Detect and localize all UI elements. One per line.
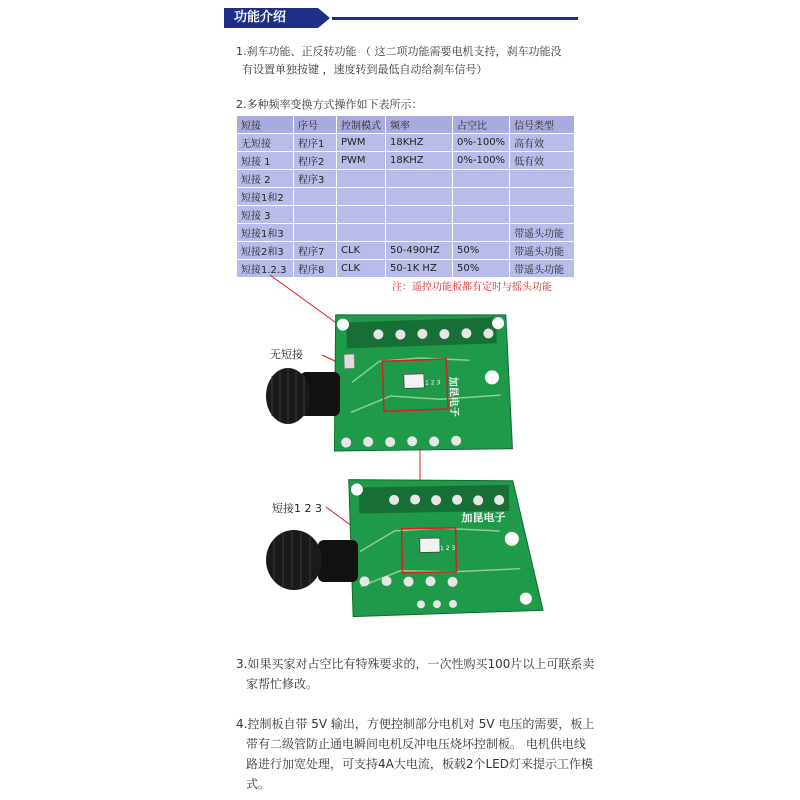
bottom-board xyxy=(349,476,543,616)
table-header: 信号类型 xyxy=(510,116,575,134)
top-knob xyxy=(266,368,340,424)
table-cell: 带遥头功能 xyxy=(510,242,575,260)
table-cell: 50% xyxy=(453,242,510,260)
table-cell: 短接1.2.3 xyxy=(237,260,294,278)
table-header: 频率 xyxy=(386,116,453,134)
table-header: 短接 xyxy=(237,116,294,134)
table-cell: 短接 2 xyxy=(237,170,294,188)
table-cell: 18KHZ xyxy=(386,134,453,152)
table-cell: 短接 1 xyxy=(237,152,294,170)
bottom-brand-text: 加昆电子 xyxy=(461,510,506,525)
top-board-label: 无短接 xyxy=(270,348,303,361)
remote-note: 注：遥控功能板都有定时与摇头功能 xyxy=(392,282,552,293)
paragraph-3-line-1: 3.如果买家对占空比有特殊要求的，一次性购买100片以上可联系卖 xyxy=(236,657,595,671)
table-cell: PWM xyxy=(337,152,386,170)
item-1-line-1: 1.刹车功能、正反转功能 （ 这二项功能需要电机支持，刹车功能没 xyxy=(236,45,562,58)
table-cell: 无短接 xyxy=(237,134,294,152)
top-pin-label: 1 2 3 xyxy=(424,379,441,387)
paragraph-4-line-3: 路进行加宽处理，可支持4A大电流，板载2个LED灯来提示工作模 xyxy=(246,757,593,771)
table-header: 序号 xyxy=(294,116,337,134)
table-cell: 短接2和3 xyxy=(237,242,294,260)
paragraph-4-line-4: 式。 xyxy=(246,777,271,791)
table-cell: CLK xyxy=(337,242,386,260)
table-cell: 带遥头功能 xyxy=(510,260,575,278)
table-cell: 低有效 xyxy=(510,152,575,170)
table-cell: 短接1和2 xyxy=(237,188,294,206)
table-callout-line xyxy=(270,275,346,330)
paragraph-4-line-1: 4.控制板自带 5V 输出，方便控制部分电机对 5V 电压的需要，板上 xyxy=(236,717,595,731)
table-header: 控制模式 xyxy=(337,116,386,134)
table-cell: 程序1 xyxy=(294,134,337,152)
table-cell: CLK xyxy=(337,260,386,278)
bottom-knob xyxy=(266,530,358,590)
section-title: 功能介绍 xyxy=(224,8,318,28)
table-cell: 程序2 xyxy=(294,152,337,170)
item-1-line-2: 有设置单独按键 ，速度转到最低自动给刹车信号） xyxy=(242,63,488,76)
table-cell: 带遥头功能 xyxy=(510,224,575,242)
table-cell: 50-490HZ xyxy=(386,242,453,260)
table-cell: 0%-100% xyxy=(453,134,510,152)
table-header: 占空比 xyxy=(453,116,510,134)
table-cell: 短接1和3 xyxy=(237,224,294,242)
table-cell: 高有效 xyxy=(510,134,575,152)
table-cell: 50-1K HZ xyxy=(386,260,453,278)
table-cell: 50% xyxy=(453,260,510,278)
table-cell: 程序8 xyxy=(294,260,337,278)
item-2-line-1: 2.多种频率变换方式操作如下表所示： xyxy=(236,98,423,111)
bottom-pin-label: 1 2 3 xyxy=(439,544,456,553)
top-board xyxy=(330,309,513,455)
paragraph-3-line-2: 家帮忙修改。 xyxy=(246,677,319,691)
bottom-board-label: 短接1 2 3 xyxy=(272,502,322,515)
top-brand-text: 加昆电子 xyxy=(446,376,460,417)
table-cell: 程序3 xyxy=(294,170,337,188)
paragraph-4-line-2: 带有二级管防止通电瞬间电机反冲电压烧坏控制板。 电机供电线 xyxy=(246,737,586,751)
table-cell: 18KHZ xyxy=(386,152,453,170)
table-cell: 短接 3 xyxy=(237,206,294,224)
table-cell: 程序7 xyxy=(294,242,337,260)
table-cell: PWM xyxy=(337,134,386,152)
table-cell: 0%-100% xyxy=(453,152,510,170)
